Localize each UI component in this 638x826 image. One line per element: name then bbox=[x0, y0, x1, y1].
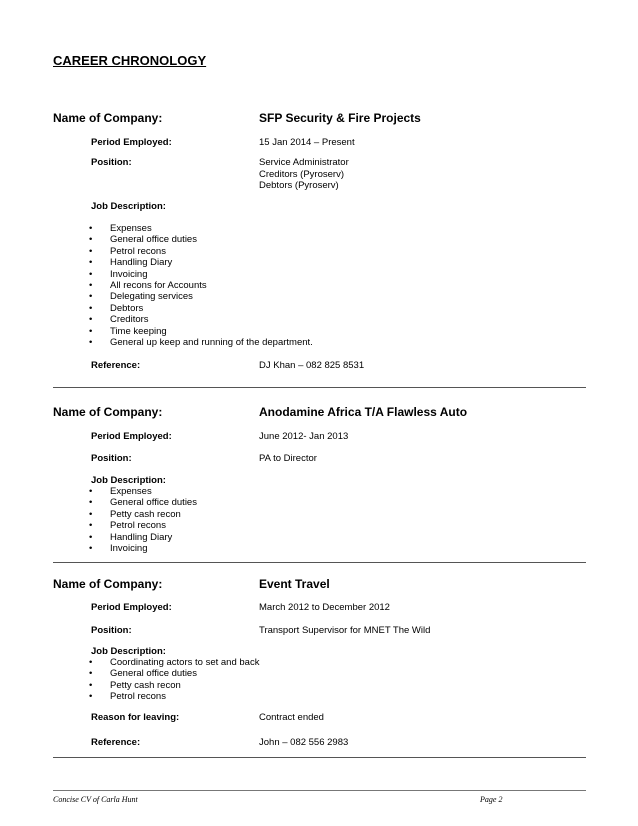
section-divider bbox=[53, 757, 586, 758]
list-item: • Petrol recons bbox=[89, 691, 259, 702]
company-name: Anodamine Africa T/A Flawless Auto bbox=[259, 405, 468, 419]
reference-label: Reference: bbox=[91, 360, 141, 371]
reference-value: DJ Khan – 082 825 8531 bbox=[259, 360, 365, 371]
position-label: Position: bbox=[91, 453, 132, 464]
list-item: • Expenses bbox=[89, 223, 313, 234]
position-label: Position: bbox=[91, 157, 132, 168]
period-value: March 2012 to December 2012 bbox=[259, 602, 390, 613]
list-item: • Handling Diary bbox=[89, 257, 313, 268]
position-line: Debtors (Pyroserv) bbox=[259, 180, 339, 191]
list-item: • Expenses bbox=[89, 486, 197, 497]
duties-list bbox=[89, 486, 197, 554]
footer-divider bbox=[53, 790, 586, 791]
job-description-label: Job Description: bbox=[91, 475, 166, 486]
position-line: Creditors (Pyroserv) bbox=[259, 168, 344, 180]
page-title: CAREER CHRONOLOGY bbox=[53, 53, 207, 68]
list-item: • General office duties bbox=[89, 668, 259, 679]
section-divider bbox=[53, 387, 586, 388]
page-number: Page 2 bbox=[480, 795, 503, 804]
list-item: • Time keeping bbox=[89, 326, 313, 337]
company-label: Name of Company: bbox=[53, 405, 163, 419]
period-value: 15 Jan 2014 – Present bbox=[259, 137, 355, 148]
company-name: Event Travel bbox=[259, 577, 330, 591]
company-label: Name of Company: bbox=[53, 111, 163, 125]
section-divider bbox=[53, 562, 586, 563]
position-value: Transport Supervisor for MNET The Wild bbox=[259, 625, 431, 636]
position-line: Service Administrator bbox=[259, 157, 349, 168]
period-label: Period Employed: bbox=[91, 137, 172, 148]
company-label: Name of Company: bbox=[53, 577, 163, 591]
list-item: • Delegating services bbox=[89, 291, 313, 302]
reason-value: Contract ended bbox=[259, 712, 324, 723]
reason-label: Reason for leaving: bbox=[91, 712, 180, 723]
list-item: • General up keep and running of the department. bbox=[89, 337, 313, 348]
list-item: • Creditors bbox=[89, 314, 313, 325]
list-item: • Coordinating actors to set and back bbox=[89, 657, 259, 668]
period-value: June 2012- Jan 2013 bbox=[259, 431, 349, 442]
list-item: • All recons for Accounts bbox=[89, 280, 313, 291]
list-item: • Petty cash recon bbox=[89, 680, 259, 691]
list-item: • Handling Diary bbox=[89, 532, 197, 543]
duties-list bbox=[89, 223, 313, 348]
list-item: • Petty cash recon bbox=[89, 509, 197, 520]
job-description-label: Job Description: bbox=[91, 201, 166, 212]
job-description-label: Job Description: bbox=[91, 646, 166, 657]
period-label: Period Employed: bbox=[91, 602, 172, 613]
list-item: • General office duties bbox=[89, 234, 313, 245]
list-item: • Debtors bbox=[89, 303, 313, 314]
position-value: PA to Director bbox=[259, 453, 317, 464]
list-item: • Invoicing bbox=[89, 543, 197, 554]
list-item: • Invoicing bbox=[89, 269, 313, 280]
list-item: • Petrol recons bbox=[89, 520, 197, 531]
period-label: Period Employed: bbox=[91, 431, 172, 442]
duties-list bbox=[89, 657, 259, 703]
reference-value: John – 082 556 2983 bbox=[259, 737, 349, 748]
company-name: SFP Security & Fire Projects bbox=[259, 111, 421, 125]
position-value bbox=[259, 157, 349, 192]
list-item: • General office duties bbox=[89, 497, 197, 508]
reference-label: Reference: bbox=[91, 737, 141, 748]
footer-left: Concise CV of Carla Hunt bbox=[53, 795, 138, 804]
list-item: • Petrol recons bbox=[89, 246, 313, 257]
position-label: Position: bbox=[91, 625, 132, 636]
